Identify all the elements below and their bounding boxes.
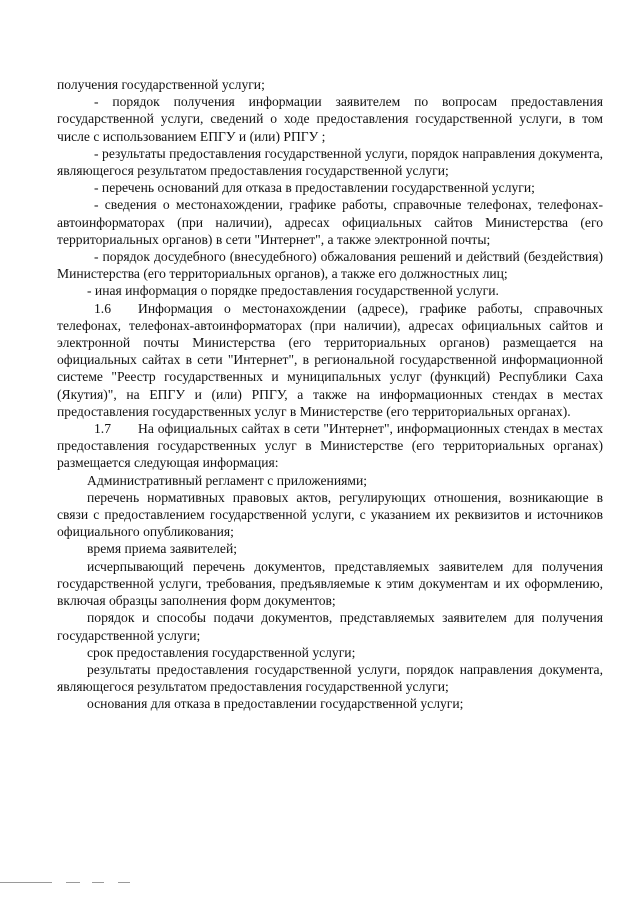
section-number: 1.7 bbox=[94, 421, 111, 437]
paragraph-continuation: получения государственной услуги; bbox=[57, 77, 265, 92]
paragraph-results: - результаты предоставления государственной услуги, порядок направления документа, являющегося результатом предоставления государственной услуги; bbox=[57, 145, 603, 179]
list-item: основания для отказа в предоставлении государственной услуги; bbox=[87, 696, 464, 712]
paragraph-appeal-procedure: - порядок досудебного (внесудебного) обжалования решений и действий (бездействия) Министерства (его территориальных органов), а также его должностных лиц; bbox=[57, 249, 603, 282]
paragraph-other-info: - иная информация о порядке предоставления государственной услуги. bbox=[87, 283, 499, 299]
document-body bbox=[57, 76, 603, 713]
scan-mark bbox=[66, 882, 80, 883]
paragraph-refusal-grounds: - перечень оснований для отказа в предоставлении государственной услуги; bbox=[94, 180, 535, 196]
list-item: порядок и способы подачи документов, представляемых заявителем для получения государственной услуги; bbox=[57, 610, 603, 643]
paragraph-info-procedure: - порядок получения информации заявителем по вопросам предоставления государственной услуги, сведений о ходе предоставления государственной услуги, в том числе с использованием ЕПГУ и (или) РПГУ ; bbox=[57, 94, 603, 144]
section-1-6 bbox=[57, 300, 603, 420]
scan-mark bbox=[118, 882, 130, 883]
list-item: Административный регламент с приложениями; bbox=[87, 472, 367, 488]
section-text: Информация о местонахождении (адресе), графике работы, справочных телефонах, телефонах-автоинформаторах (при наличии), адресах официальных сайтов и электронной почты Министерства (его территориальных органов) размещается на официальных сайтах в сети "Интернет", в региональной государственной информационной системе "Реестр государственных и муниципальных услуг (функций) Республики Саха (Якутия)", на ЕПГУ и (или) РПГУ, а также на информационных стендах в местах предоставления государственных услуг в Министерстве (его территориальных органах). bbox=[57, 300, 603, 419]
list-item: результаты предоставления государственной услуги, порядок направления документа, являющегося результатом предоставления государственной услуги; bbox=[57, 661, 603, 695]
section-text: На официальных сайтах в сети "Интернет", информационных стендах в местах предоставления государственных услуг в Министерстве (его территориальных органах) размещается следующая информация: bbox=[57, 421, 603, 471]
list-item: исчерпывающий перечень документов, представляемых заявителем для получения государственной услуги, требования, предъявляемые к этим документам и их оформлению, включая образцы заполнения форм документов; bbox=[57, 558, 603, 609]
section-number: 1.6 bbox=[94, 300, 111, 316]
list-item: время приема заявителей; bbox=[87, 541, 238, 557]
scan-mark bbox=[0, 882, 52, 883]
list-item: перечень нормативных правовых актов, регулирующих отношения, возникающие в связи с предоставлением государственной услуги, с указанием их реквизитов и источников официального опубликования; bbox=[57, 489, 603, 540]
scan-mark bbox=[92, 882, 104, 883]
scan-artifact-marks bbox=[0, 880, 640, 886]
section-1-7 bbox=[57, 420, 603, 472]
list-item: срок предоставления государственной услуги; bbox=[87, 644, 356, 660]
paragraph-location-info: - сведения о местонахождении, графике работы, справочные телефонах, телефонах-автоинформаторах (при наличии), адресах официальных сайтов Министерства (его территориальных органов) в сети "Интернет", а также электронной почты; bbox=[57, 197, 603, 247]
